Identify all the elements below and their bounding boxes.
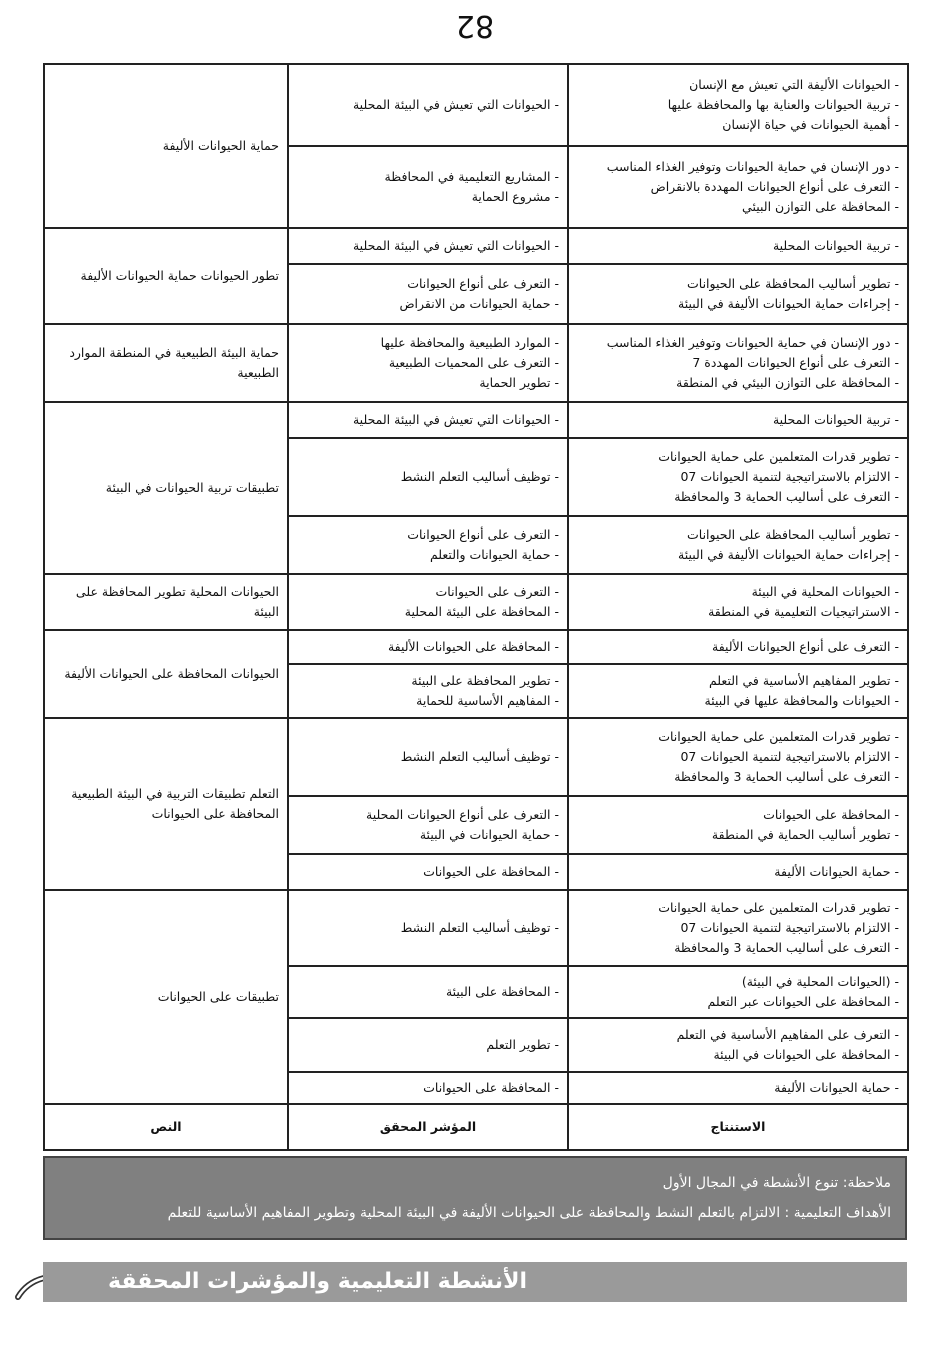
indicator-cell: - التعرف على أنواع الحيوانات - حماية الحيوانات من الانقراض [288, 264, 568, 324]
indicator-cell: - توظيف أساليب التعلم النشط [288, 438, 568, 516]
indicator-cell: - تطوير المحافظة على البيئة - المفاهيم الأساسية للحماية [288, 664, 568, 718]
content-table [43, 63, 909, 1151]
conclusion-cell: - تربية الحيوانات المحلية [568, 402, 908, 438]
table-row [44, 718, 908, 796]
indicator-cell: - الحيوانات التي تعيش في البيئة المحلية [288, 228, 568, 264]
conclusion-cell: - تطوير المفاهيم الأساسية في التعلم - الحيوانات والمحافظة عليها في البيئة [568, 664, 908, 718]
row-title: التعلم تطبيقات التربية في البيئة الطبيعية المحافظة على الحيوانات [44, 718, 288, 890]
conclusion-cell: - الحيوانات المحلية في البيئة - الاستراتيجيات التعليمية في المنطقة [568, 574, 908, 630]
table-row [44, 574, 908, 630]
conclusion-cell: - التعرف على المفاهيم الأساسية في التعلم - المحافظة على الحيوانات في البيئة [568, 1018, 908, 1072]
table-row [44, 228, 908, 264]
indicator-cell: - توظيف أساليب التعلم النشط [288, 718, 568, 796]
indicator-cell: - تطوير التعلم [288, 1018, 568, 1072]
conclusion-cell: - تطوير أساليب المحافظة على الحيوانات - إجراءات حماية الحيوانات الأليفة في البيئة [568, 264, 908, 324]
indicator-cell: - التعرف على أنواع الحيوانات - حماية الحيوانات والتعلم [288, 516, 568, 574]
conclusion-cell: - حماية الحيوانات الأليفة [568, 1072, 908, 1104]
conclusion-cell: - المحافظة على الحيوانات - تطوير أساليب الحماية في المنطقة [568, 796, 908, 854]
conclusion-cell: - تطوير قدرات المتعلمين على حماية الحيوانات - الالتزام بالاستراتيجية لتنمية الحيوانات 07 - التعرف على أساليب الحماية 3 والمحافظة [568, 890, 908, 966]
conclusion-cell: - تطوير قدرات المتعلمين على حماية الحيوانات - الالتزام بالاستراتيجية لتنمية الحيوانات 07 - التعرف على أساليب الحماية 3 والمحافظة [568, 718, 908, 796]
page-number: 82 [455, 8, 495, 43]
indicator-cell: - التعرف على أنواع الحيوانات المحلية - حماية الحيوانات في البيئة [288, 796, 568, 854]
indicator-cell: - المحافظة على الحيوانات الأليفة [288, 630, 568, 664]
row-title: الحيوانات المحافظة على الحيوانات الأليفة [44, 630, 288, 718]
indicator-cell: - المحافظة على البيئة [288, 966, 568, 1018]
indicator-cell: - المحافظة على الحيوانات [288, 854, 568, 890]
table-row [44, 324, 908, 402]
header-text: النص [44, 1104, 288, 1150]
header-indicator: المؤشر المحقق [288, 1104, 568, 1150]
row-title: حماية البيئة الطبيعية في المنطقة الموارد الطبيعية [44, 324, 288, 402]
row-title: تطور الحيوانات حماية الحيوانات الأليفة [44, 228, 288, 324]
conclusion-cell: - التعرف على أنواع الحيوانات الأليفة [568, 630, 908, 664]
indicator-cell: - المشاريع التعليمية في المحافظة - مشروع الحماية [288, 146, 568, 228]
note-box [43, 1156, 907, 1240]
conclusion-cell: - تطوير أساليب المحافظة على الحيوانات - إجراءات حماية الحيوانات الأليفة في البيئة [568, 516, 908, 574]
row-title: تطبيقات تربية الحيوانات في البيئة [44, 402, 288, 574]
note-line-1: ملاحظة: تنوع الأنشطة في المجال الأول [662, 1175, 891, 1191]
table-header-row [44, 1104, 908, 1150]
conclusion-cell: - دور الإنسان في حماية الحيوانات وتوفير الغذاء المناسب - التعرف على أنواع الحيوانات المهددة بالانقراض - المحافظة على التوازن البيئي [568, 146, 908, 228]
note-line-2: الأهداف التعليمية : الالتزام بالتعلم النشط والمحافظة على الحيوانات الأليفة في البيئة المحلية وتطوير المفاهيم الأساسية للتعلم [167, 1205, 891, 1221]
indicator-cell: - توظيف أساليب التعلم النشط [288, 890, 568, 966]
conclusion-cell: - حماية الحيوانات الأليفة [568, 854, 908, 890]
table-row [44, 630, 908, 664]
table-row [44, 402, 908, 438]
indicator-cell: - المحافظة على الحيوانات [288, 1072, 568, 1104]
row-title: حماية الحيوانات الأليفة [44, 64, 288, 228]
conclusion-cell: - تطوير قدرات المتعلمين على حماية الحيوانات - الالتزام بالاستراتيجية لتنمية الحيوانات 07 - التعرف على أساليب الحماية 3 والمحافظة [568, 438, 908, 516]
indicator-cell: - الحيوانات التي تعيش في البيئة المحلية [288, 402, 568, 438]
indicator-cell: - الموارد الطبيعية والمحافظة عليها - التعرف على المحميات الطبيعية - تطوير الحماية [288, 324, 568, 402]
conclusion-cell: - الحيوانات الأليفة التي تعيش مع الإنسان - تربية الحيوانات والعناية بها والمحافظة عليها - أهمية الحيوانات في حياة الإنسان [568, 64, 908, 146]
table-row [44, 64, 908, 146]
row-title: الحيوانات المحلية تطوير المحافظة على البيئة [44, 574, 288, 630]
table-row [44, 890, 908, 966]
row-title: تطبيقات على الحيوانات [44, 890, 288, 1104]
indicator-cell: - الحيوانات التي تعيش في البيئة المحلية [288, 64, 568, 146]
header-conclusion: الاستنتاج [568, 1104, 908, 1150]
conclusion-cell: - تربية الحيوانات المحلية [568, 228, 908, 264]
indicator-cell: - التعرف على الحيوانات - المحافظة على البيئة المحلية [288, 574, 568, 630]
conclusion-cell: - (الحيوانات المحلية في البيئة) - المحافظة على الحيوانات عبر التعلم [568, 966, 908, 1018]
conclusion-cell: - دور الإنسان في حماية الحيوانات وتوفير الغذاء المناسب - التعرف على أنواع الحيوانات المهددة 7 - المحافظة على التوازن البيئي في المنطقة [568, 324, 908, 402]
section-footer-bar: الأنشطة التعليمية والمؤشرات المحققة [43, 1262, 907, 1302]
